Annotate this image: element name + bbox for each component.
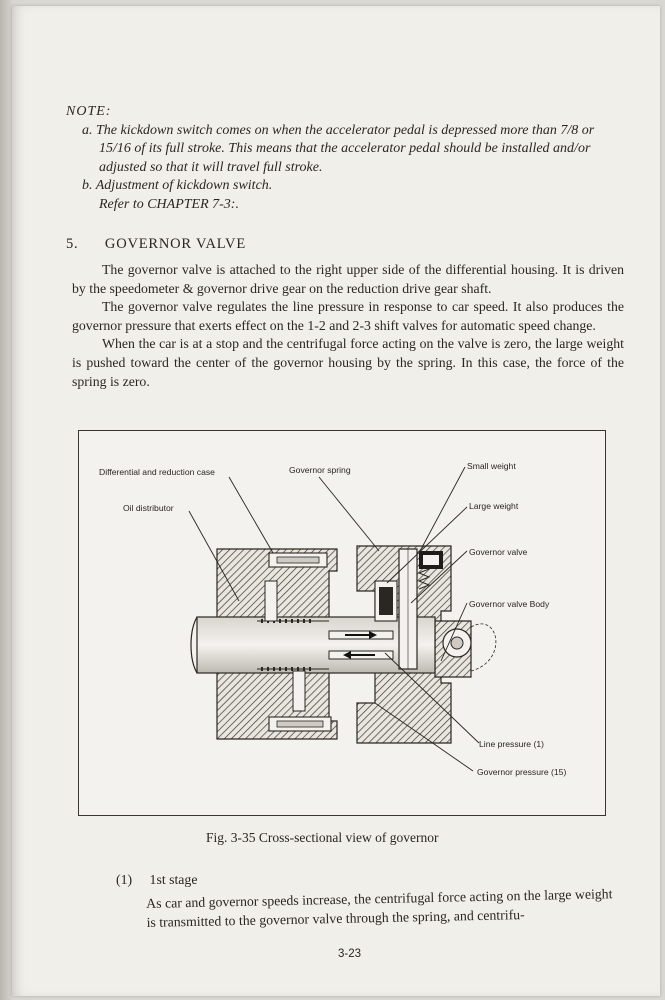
note-item-a-marker: a. [82,122,93,138]
subsection-title: 1st stage [149,872,198,887]
label-line-pressure: Line pressure (1) [479,739,544,749]
subsection-number: (1) [116,872,133,887]
note-item-b [66,177,626,196]
note-item-a-text: The kickdown switch comes on when the accelerator pedal is depressed more than 7/8 or 15/16 of its full stroke. This means that the accelerator pedal should be installed and/or adjusted so that it will travel full stroke. [96,122,595,175]
governor-cross-section-diagram [79,431,605,815]
section-number: 5. [66,236,79,252]
note-block [66,103,626,214]
note-item-b-reference: Refer to CHAPTER 7-3:. [99,196,239,212]
subsection-heading [116,872,197,888]
governor-figure [78,430,606,816]
paragraph-3: When the car is at a stop and the centrifugal force acting on the valve is zero, the large weight is pushed toward the center of the governor housing by the spring. In this case, the force of the spring is zero. [72,336,624,389]
label-small-weight: Small weight [467,461,516,471]
label-differential-case: Differential and reduction case [99,467,215,477]
subsection-text: As car and governor speeds increase, the centrifugal force acting on the large weight is transmitted to the governor valve through the spring, and centrifu- [146,886,613,930]
note-item-b-text: Adjustment of kickdown switch. [95,178,273,193]
section-heading [66,236,246,253]
label-large-weight: Large weight [469,501,519,511]
paragraph-1: The governor valve is attached to the right upper side of the differential housing. It is driven by the speedometer & governor drive gear on the reduction drive gear shaft. [72,262,624,296]
page-number: 3-23 [338,948,362,960]
label-governor-valve-body: Governor valve Body [469,599,550,609]
section-title: GOVERNOR VALVE [104,236,246,252]
paragraph-2: The governor valve regulates the line pressure in response to car speed. It also produces the governor pressure that exerts effect on the 1-2 and 2-3 shift valves for automatic speed change. [72,299,624,333]
label-governor-valve: Governor valve [469,547,528,557]
note-heading: NOTE: [66,104,112,119]
label-oil-distributor: Oil distributor [123,503,174,513]
body-text [72,261,624,391]
figure-caption: Fig. 3-35 Cross-sectional view of governor [206,830,439,845]
note-item-a [66,122,626,178]
note-item-b-marker: b. [82,178,93,193]
label-governor-spring: Governor spring [289,465,351,475]
label-governor-pressure: Governor pressure (15) [477,767,567,777]
